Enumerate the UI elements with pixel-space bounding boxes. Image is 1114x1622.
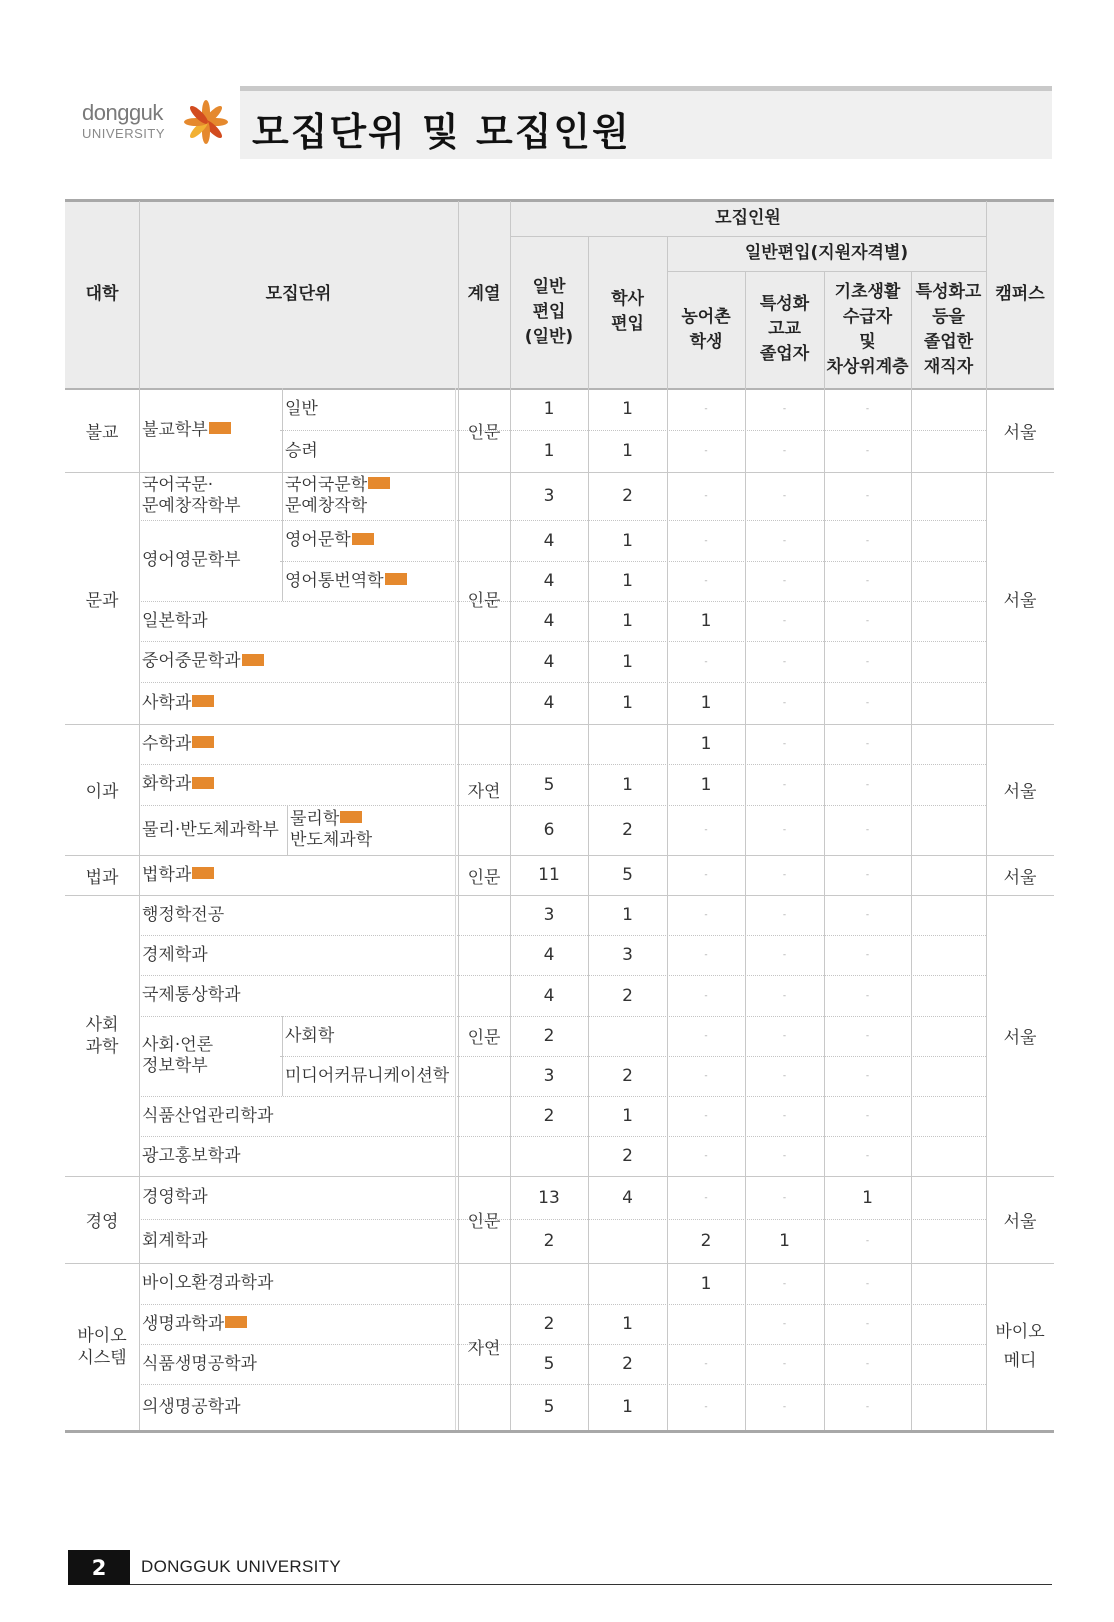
cell-low-income: - [865, 1031, 870, 1041]
cell-low-income: 1 [862, 1187, 873, 1208]
track-social: 인문 [467, 1028, 501, 1048]
cell-bachelor: 2 [622, 985, 633, 1006]
cell-bachelor: 1 [622, 399, 633, 419]
cell-general: 4 [543, 651, 555, 672]
cell-vocational: - [782, 1111, 787, 1121]
cell-general: 2 [543, 1106, 555, 1126]
cell-bachelor: 1 [622, 441, 633, 461]
cell-farm: - [704, 576, 708, 586]
cell-farm: 2 [700, 1231, 712, 1251]
cell-bachelor: 1 [622, 693, 633, 713]
unit-media: 미디어커뮤니케이션학 [285, 1065, 450, 1086]
header-farm: 농어촌 학생 [681, 306, 731, 352]
track-buddhism: 인문 [467, 422, 501, 443]
unit-math: 수학과 [139, 724, 458, 764]
college-buddhism: 불교 [85, 422, 119, 443]
campus-science: 서울 [1003, 782, 1037, 802]
college-bio-system: 바이오 시스템 [77, 1325, 127, 1368]
cell-low-income: - [865, 910, 870, 920]
cell-vocational: - [782, 870, 787, 880]
cell-general: 1 [543, 399, 555, 419]
cell-low-income: - [865, 656, 870, 667]
logo-wordmark: dongguk [82, 100, 163, 125]
footer-text: DONGGUK UNIVERSITY [141, 1557, 341, 1576]
cell-low-income: - [865, 825, 870, 835]
college-law: 법과 [85, 867, 119, 888]
campus-social: 서울 [1003, 1028, 1037, 1048]
track-bio: 자연 [467, 1339, 501, 1359]
unit-physics-division: 물리·반도체과학부 [142, 819, 279, 840]
unit-accounting: 회계학과 [142, 1230, 208, 1251]
cell-general: 4 [543, 530, 555, 551]
cell-bachelor: 2 [622, 1066, 633, 1086]
cell-vocational: - [782, 656, 787, 667]
cell-farm: - [704, 1071, 708, 1081]
track-business: 인문 [467, 1212, 501, 1232]
unit-law: 법학과 [139, 855, 458, 895]
table-bottom-border [65, 1430, 1054, 1433]
college-science: 이과 [85, 782, 119, 802]
header-worker: 특성화고 등을 졸업한 재직자 [915, 281, 982, 377]
campus-buddhism: 서울 [1003, 422, 1037, 443]
cell-farm: - [704, 535, 708, 546]
cell-vocational: - [782, 491, 787, 501]
cell-vocational: - [782, 910, 787, 920]
header-bachelor-transfer: 학사 편입 [611, 289, 644, 334]
national-certification-badge [192, 695, 214, 707]
header-vocational: 특성화 고교 졸업자 [759, 294, 810, 364]
cell-farm: - [704, 1402, 708, 1412]
cell-bachelor: 1 [622, 774, 633, 795]
cell-farm: - [704, 1111, 708, 1121]
unit-buddhist-studies: 불교학부 [139, 388, 282, 472]
unit-physics-majors: 물리학 반도체과학 [290, 809, 373, 850]
cell-vocational: - [782, 404, 787, 414]
cell-vocational: - [782, 990, 787, 1001]
cell-vocational: - [782, 576, 787, 586]
college-business: 경영 [85, 1212, 119, 1232]
cell-farm: - [704, 446, 708, 456]
university-logo [80, 98, 230, 148]
cell-low-income: - [865, 491, 870, 501]
cell-general: 5 [543, 1354, 555, 1374]
header-general-group: 일반편입(지원자격별) [744, 243, 909, 263]
logo-subtext: UNIVERSITY [82, 126, 166, 141]
page-title-banner [240, 86, 1052, 159]
cell-farm: - [704, 491, 708, 501]
unit-sociology: 사회학 [285, 1025, 335, 1046]
cell-low-income: - [865, 698, 870, 708]
cell-low-income: - [865, 576, 870, 586]
cell-farm: - [704, 1031, 708, 1041]
cell-farm: - [704, 990, 708, 1001]
campus-humanities: 서울 [1003, 590, 1037, 611]
cell-general: 4 [543, 693, 555, 713]
cell-vocational: - [782, 1402, 787, 1412]
cell-vocational: - [782, 1278, 787, 1289]
unit-food-industry: 식품산업관리학과 [142, 1105, 274, 1126]
header-college: 대학 [85, 284, 119, 304]
unit-advertising: 광고홍보학과 [142, 1145, 241, 1166]
cell-low-income: - [865, 1278, 870, 1289]
page-number: 2 [68, 1550, 130, 1585]
cell-vocational: 1 [779, 1231, 790, 1251]
cell-farm: - [704, 950, 708, 960]
cell-low-income: - [865, 1402, 870, 1412]
cell-low-income: - [865, 990, 870, 1001]
cell-low-income: - [865, 779, 870, 790]
national-certification-badge [192, 777, 214, 789]
cell-low-income: - [865, 1151, 870, 1161]
cell-general: 2 [543, 1314, 555, 1334]
cell-farm: 1 [700, 693, 712, 713]
cell-bachelor: 2 [622, 486, 633, 506]
cell-bachelor: 1 [622, 1397, 633, 1417]
unit-history: 사학과 [139, 682, 458, 724]
header-unit: 모집단위 [265, 284, 332, 304]
cell-vocational: - [782, 446, 787, 456]
cell-bachelor: 1 [622, 905, 633, 925]
national-certification-badge [368, 477, 390, 489]
cell-farm: - [704, 1359, 708, 1369]
cell-low-income: - [865, 1111, 870, 1121]
cell-general: 3 [543, 1066, 555, 1086]
cell-farm: - [704, 404, 708, 414]
cell-vocational: - [782, 1071, 787, 1081]
cell-vocational: - [782, 825, 787, 835]
unit-english-translation: 영어통번역학 [282, 561, 458, 601]
campus-law: 서울 [1003, 867, 1037, 888]
page-title: 모집단위 및 모집인원 [252, 110, 631, 154]
cell-vocational: - [782, 739, 787, 749]
cell-general: 11 [538, 865, 560, 885]
footer-rule [130, 1584, 1052, 1585]
cell-vocational: - [782, 535, 787, 546]
cell-general: 4 [543, 571, 555, 591]
national-certification-badge [192, 736, 214, 748]
unit-medical-biotech: 의생명공학과 [142, 1396, 241, 1417]
cell-low-income: - [865, 1236, 870, 1246]
track-humanities: 인문 [467, 590, 501, 611]
cell-general: 2 [543, 1026, 555, 1046]
national-certification-badge [385, 573, 407, 585]
cell-vocational: - [782, 698, 787, 708]
cell-general: 5 [543, 774, 555, 795]
campus-bio: 바이오 메디 [995, 1321, 1045, 1371]
unit-english-division: 영어영문학부 [142, 550, 241, 570]
unit-japanese: 일본학과 [142, 610, 208, 631]
cell-vocational: - [782, 1031, 787, 1041]
cell-general: 3 [543, 486, 555, 506]
cell-bachelor: 1 [622, 1106, 633, 1126]
cell-bachelor: 4 [622, 1187, 633, 1208]
cell-general: 4 [543, 945, 555, 965]
cell-low-income: - [865, 1319, 870, 1329]
cell-farm: 1 [700, 1273, 712, 1294]
header-general-transfer: 일반 편입 (일반) [524, 276, 574, 347]
cell-bachelor: 3 [622, 945, 633, 965]
unit-food-biotech: 식품생명공학과 [142, 1353, 257, 1374]
cell-bachelor: 1 [622, 571, 633, 591]
cell-low-income: - [865, 404, 870, 414]
cell-general: 6 [543, 820, 555, 840]
cell-vocational: - [782, 1359, 787, 1369]
header-low-income: 기초생활 수급자 및 차상위계층 [826, 281, 909, 377]
cell-low-income: - [865, 1071, 870, 1081]
unit-buddhism-general: 일반 [285, 398, 318, 419]
cell-farm: - [704, 1192, 708, 1203]
unit-social-media-division: 사회·언론 정보학부 [142, 1035, 214, 1076]
unit-chinese: 중어중문학과 [139, 641, 458, 682]
unit-public-admin: 행정학전공 [142, 904, 225, 925]
header-track: 계열 [467, 284, 501, 304]
cell-bachelor: 1 [622, 651, 633, 672]
unit-economics: 경제학과 [142, 944, 208, 965]
cell-farm: 1 [700, 774, 712, 795]
national-certification-badge [192, 867, 214, 879]
college-social-science: 사회 과학 [85, 1014, 119, 1057]
header-quota: 모집인원 [715, 208, 781, 228]
cell-bachelor: 2 [622, 820, 633, 840]
cell-vocational: - [782, 950, 787, 960]
track-science: 자연 [467, 782, 501, 802]
cell-low-income: - [865, 535, 870, 546]
national-certification-badge [352, 533, 374, 545]
cell-general: 3 [543, 905, 555, 925]
unit-english-literature: 영어문학 [282, 520, 458, 561]
cell-farm: - [704, 825, 708, 835]
cell-low-income: - [865, 446, 870, 456]
cell-bachelor: 1 [622, 530, 633, 551]
cell-vocational: - [782, 779, 787, 790]
unit-life-science: 생명과학과 [139, 1304, 458, 1344]
cell-farm: - [704, 1151, 708, 1161]
cell-low-income: - [865, 739, 870, 749]
cell-low-income: - [865, 950, 870, 960]
cell-low-income: - [865, 1359, 870, 1369]
cell-bachelor: 5 [622, 865, 633, 885]
cell-farm: 1 [700, 611, 712, 631]
unit-trade: 국제통상학과 [142, 985, 241, 1005]
unit-chemistry: 화학과 [139, 764, 458, 805]
unit-korean-division: 국어국문· 문예창작학부 [142, 475, 241, 516]
cell-vocational: - [782, 1319, 787, 1329]
track-law: 인문 [467, 867, 501, 888]
national-certification-badge [340, 811, 362, 823]
cell-general: 2 [543, 1231, 555, 1251]
cell-farm: - [704, 910, 708, 920]
cell-farm: 1 [700, 734, 712, 754]
campus-business: 서울 [1003, 1212, 1037, 1232]
unit-buddhism-monk: 승려 [285, 440, 318, 461]
cell-general: 1 [543, 441, 555, 461]
national-certification-badge [242, 654, 264, 666]
cell-general: 4 [543, 611, 555, 631]
cell-general: 5 [543, 1397, 555, 1417]
unit-korean-majors: 국어국문학 문예창작학 [282, 472, 458, 520]
cell-general: 4 [543, 985, 555, 1006]
header-campus: 캠퍼스 [995, 284, 1045, 304]
unit-bio-env: 바이오환경과학과 [142, 1273, 274, 1293]
cell-vocational: - [782, 1151, 787, 1161]
cell-low-income: - [865, 616, 870, 626]
cell-bachelor: 1 [622, 1314, 633, 1334]
national-certification-badge [209, 422, 231, 434]
cell-farm: - [704, 870, 708, 880]
cell-bachelor: 2 [622, 1354, 633, 1374]
cell-vocational: - [782, 1192, 787, 1203]
national-certification-badge [225, 1316, 247, 1328]
cell-farm: - [704, 656, 708, 667]
cell-general: 13 [538, 1187, 560, 1208]
flower-emblem-icon [184, 100, 230, 146]
cell-bachelor: 1 [622, 611, 633, 631]
cell-vocational: - [782, 616, 787, 626]
college-humanities: 문과 [85, 590, 119, 611]
cell-low-income: - [865, 870, 870, 880]
cell-bachelor: 2 [622, 1146, 633, 1166]
unit-business-admin: 경영학과 [142, 1187, 208, 1207]
